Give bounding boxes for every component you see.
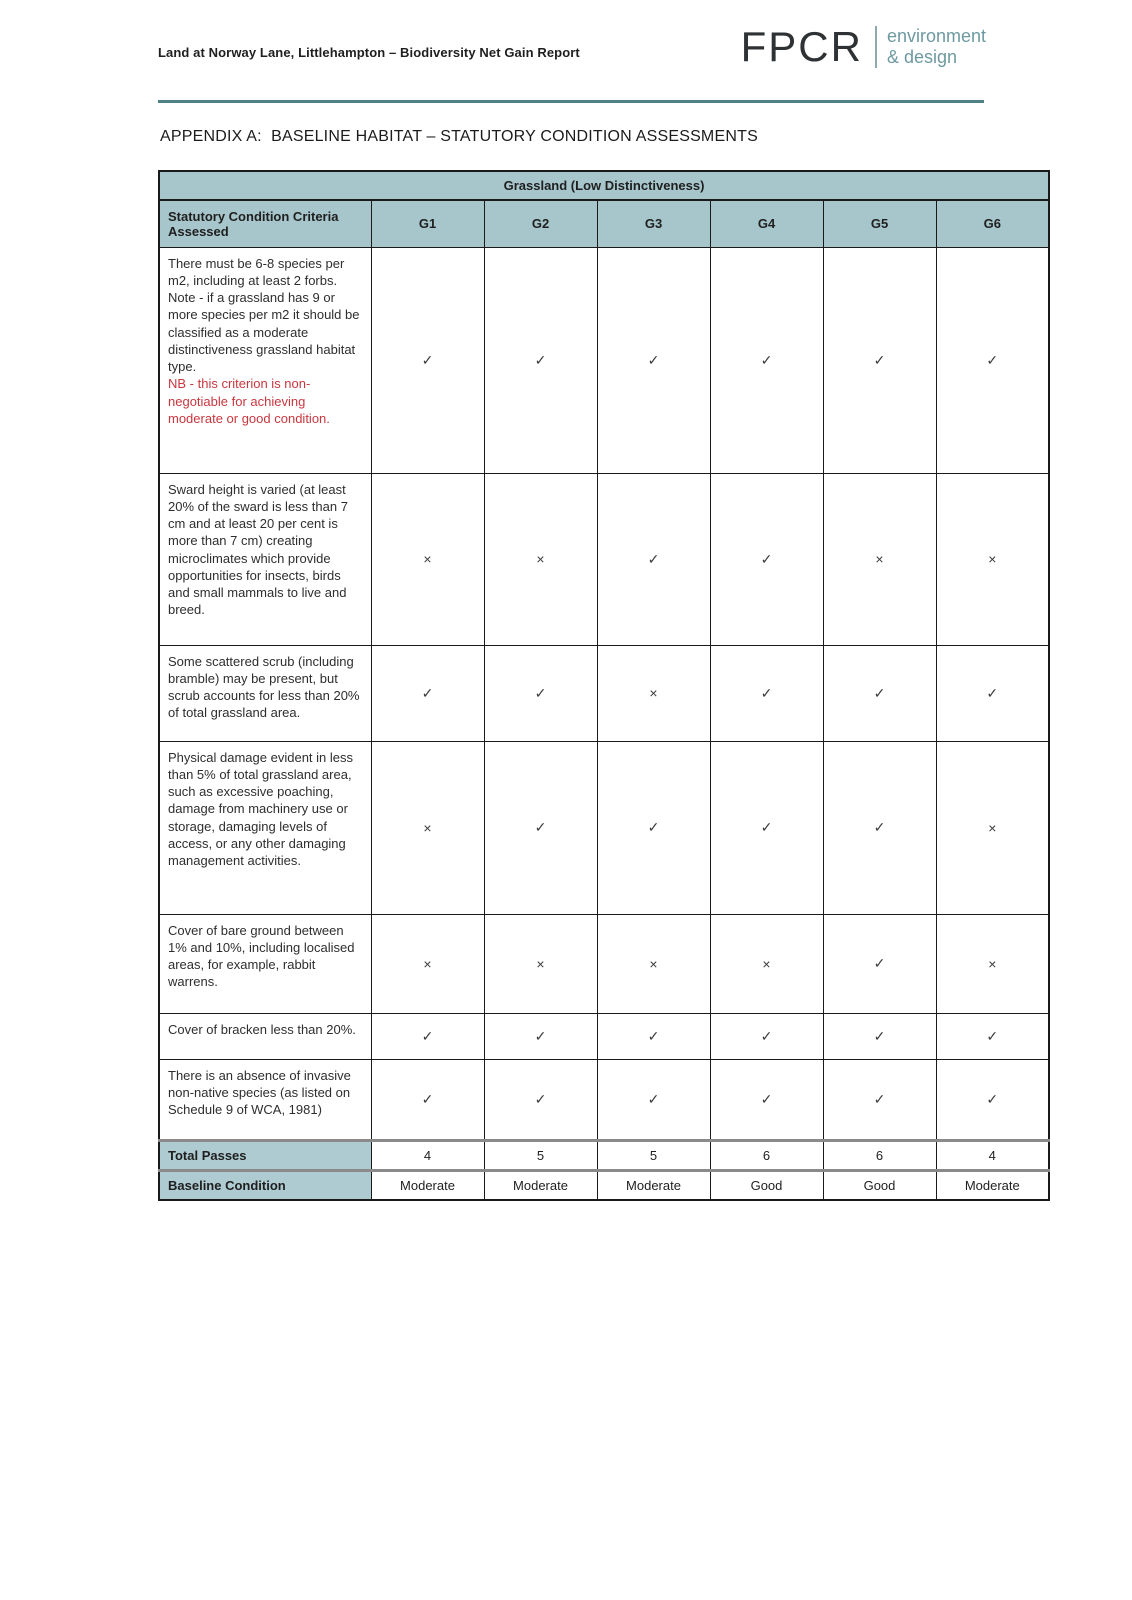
criteria-text: Some scattered scrub (including bramble) may be present, but scrub accounts for less than 20% of total grassland area. bbox=[168, 653, 360, 721]
pass-check-icon: ✓ bbox=[823, 247, 936, 473]
pass-check-icon: ✓ bbox=[597, 1013, 710, 1059]
criteria-row bbox=[159, 645, 1049, 741]
criteria-text-cell bbox=[159, 741, 371, 914]
baseline-condition-value: Moderate bbox=[597, 1170, 710, 1200]
pass-check-icon: ✓ bbox=[710, 1013, 823, 1059]
pass-check-icon: ✓ bbox=[597, 247, 710, 473]
criteria-row bbox=[159, 914, 1049, 1013]
column-header-g5: G5 bbox=[823, 200, 936, 247]
fail-cross-icon: × bbox=[484, 473, 597, 645]
pass-check-icon: ✓ bbox=[823, 1059, 936, 1140]
criteria-text: Sward height is varied (at least 20% of the sward is less than 7 cm and at least 20 per cent is more than 7 cm) creating microclimates which provide opportunities for insects, birds and small mammals to live and breed. bbox=[168, 481, 348, 618]
pass-check-icon: ✓ bbox=[936, 1059, 1049, 1140]
column-header-g6: G6 bbox=[936, 200, 1049, 247]
pass-check-icon: ✓ bbox=[597, 1059, 710, 1140]
fail-cross-icon: × bbox=[936, 741, 1049, 914]
pass-check-icon: ✓ bbox=[371, 1059, 484, 1140]
pass-check-icon: ✓ bbox=[710, 741, 823, 914]
fail-cross-icon: × bbox=[710, 914, 823, 1013]
pass-check-icon: ✓ bbox=[484, 1059, 597, 1140]
report-title: Land at Norway Lane, Littlehampton – Biodiversity Net Gain Report bbox=[158, 45, 580, 60]
criteria-text: There must be 6-8 species per m2, including at least 2 forbs. Note - if a grassland has 9 or more species per m2 it should be classified as a moderate distinctiveness grassland habitat type. bbox=[168, 255, 360, 375]
pass-check-icon: ✓ bbox=[710, 645, 823, 741]
baseline-condition-value: Good bbox=[710, 1170, 823, 1200]
criteria-column-header: Statutory Condition Criteria Assessed bbox=[159, 200, 371, 247]
column-header-row bbox=[159, 200, 1049, 247]
logo-divider bbox=[875, 26, 877, 68]
column-header-g4: G4 bbox=[710, 200, 823, 247]
fail-cross-icon: × bbox=[823, 473, 936, 645]
pass-check-icon: ✓ bbox=[371, 1013, 484, 1059]
criteria-text-cell bbox=[159, 473, 371, 645]
pass-check-icon: ✓ bbox=[484, 1013, 597, 1059]
baseline-condition-value: Moderate bbox=[371, 1170, 484, 1200]
pass-check-icon: ✓ bbox=[710, 473, 823, 645]
fail-cross-icon: × bbox=[597, 645, 710, 741]
baseline-condition-value: Moderate bbox=[936, 1170, 1049, 1200]
criteria-text-cell bbox=[159, 645, 371, 741]
criteria-row bbox=[159, 473, 1049, 645]
fail-cross-icon: × bbox=[936, 914, 1049, 1013]
criteria-row bbox=[159, 741, 1049, 914]
pass-check-icon: ✓ bbox=[597, 741, 710, 914]
logo-tagline-line2: & design bbox=[886, 47, 957, 67]
page-header bbox=[158, 23, 986, 70]
header-rule bbox=[158, 100, 984, 103]
pass-check-icon: ✓ bbox=[823, 645, 936, 741]
fail-cross-icon: × bbox=[597, 914, 710, 1013]
criteria-row bbox=[159, 247, 1049, 473]
baseline-condition-value: Moderate bbox=[484, 1170, 597, 1200]
total-passes-value: 6 bbox=[823, 1140, 936, 1170]
pass-check-icon: ✓ bbox=[823, 914, 936, 1013]
total-passes-value: 5 bbox=[484, 1140, 597, 1170]
pass-check-icon: ✓ bbox=[371, 645, 484, 741]
pass-check-icon: ✓ bbox=[597, 473, 710, 645]
pass-check-icon: ✓ bbox=[371, 247, 484, 473]
pass-check-icon: ✓ bbox=[484, 645, 597, 741]
baseline-condition-label: Baseline Condition bbox=[159, 1170, 371, 1200]
column-header-g1: G1 bbox=[371, 200, 484, 247]
criteria-text-cell bbox=[159, 914, 371, 1013]
total-passes-value: 5 bbox=[597, 1140, 710, 1170]
pass-check-icon: ✓ bbox=[484, 741, 597, 914]
criteria-text: Cover of bare ground between 1% and 10%, including localised areas, for example, rabbit warrens. bbox=[168, 922, 355, 990]
group-header-row bbox=[159, 171, 1049, 200]
criteria-text-cell bbox=[159, 1059, 371, 1140]
baseline-condition-value: Good bbox=[823, 1170, 936, 1200]
pass-check-icon: ✓ bbox=[936, 645, 1049, 741]
logo-tagline-line1: environment bbox=[886, 26, 986, 47]
total-passes-value: 4 bbox=[371, 1140, 484, 1170]
total-passes-label: Total Passes bbox=[159, 1140, 371, 1170]
pass-check-icon: ✓ bbox=[936, 1013, 1049, 1059]
fail-cross-icon: × bbox=[371, 914, 484, 1013]
criteria-text: Cover of bracken less than 20%. bbox=[168, 1021, 356, 1037]
criteria-text-cell bbox=[159, 247, 371, 473]
fail-cross-icon: × bbox=[484, 914, 597, 1013]
criteria-text-cell bbox=[159, 1013, 371, 1059]
pass-check-icon: ✓ bbox=[823, 1013, 936, 1059]
fail-cross-icon: × bbox=[371, 741, 484, 914]
baseline-condition-row bbox=[159, 1170, 1049, 1200]
pass-check-icon: ✓ bbox=[484, 247, 597, 473]
appendix-title: APPENDIX A: BASELINE HABITAT – STATUTORY CONDITION ASSESSMENTS bbox=[160, 128, 758, 145]
criteria-row bbox=[159, 1013, 1049, 1059]
condition-assessment-table bbox=[158, 170, 1050, 1201]
pass-check-icon: ✓ bbox=[710, 247, 823, 473]
fail-cross-icon: × bbox=[936, 473, 1049, 645]
logo-tagline bbox=[887, 26, 986, 67]
column-header-g3: G3 bbox=[597, 200, 710, 247]
pass-check-icon: ✓ bbox=[710, 1059, 823, 1140]
fpcr-logo bbox=[740, 23, 986, 70]
criteria-note: NB - this criterion is non-negotiable for achieving moderate or good condition. bbox=[168, 376, 330, 427]
total-passes-row bbox=[159, 1140, 1049, 1170]
fail-cross-icon: × bbox=[371, 473, 484, 645]
total-passes-value: 6 bbox=[710, 1140, 823, 1170]
criteria-text: Physical damage evident in less than 5% of total grassland area, such as excessive poaching, damage from machinery use or storage, damaging levels of access, or any other damaging management activities. bbox=[168, 749, 353, 869]
criteria-row bbox=[159, 1059, 1049, 1140]
total-passes-value: 4 bbox=[936, 1140, 1049, 1170]
column-header-g2: G2 bbox=[484, 200, 597, 247]
pass-check-icon: ✓ bbox=[823, 741, 936, 914]
logo-acronym: FPCR bbox=[740, 23, 863, 70]
criteria-text: There is an absence of invasive non-native species (as listed on Schedule 9 of WCA, 1981) bbox=[168, 1067, 351, 1118]
pass-check-icon: ✓ bbox=[936, 247, 1049, 473]
group-header: Grassland (Low Distinctiveness) bbox=[159, 171, 1049, 200]
